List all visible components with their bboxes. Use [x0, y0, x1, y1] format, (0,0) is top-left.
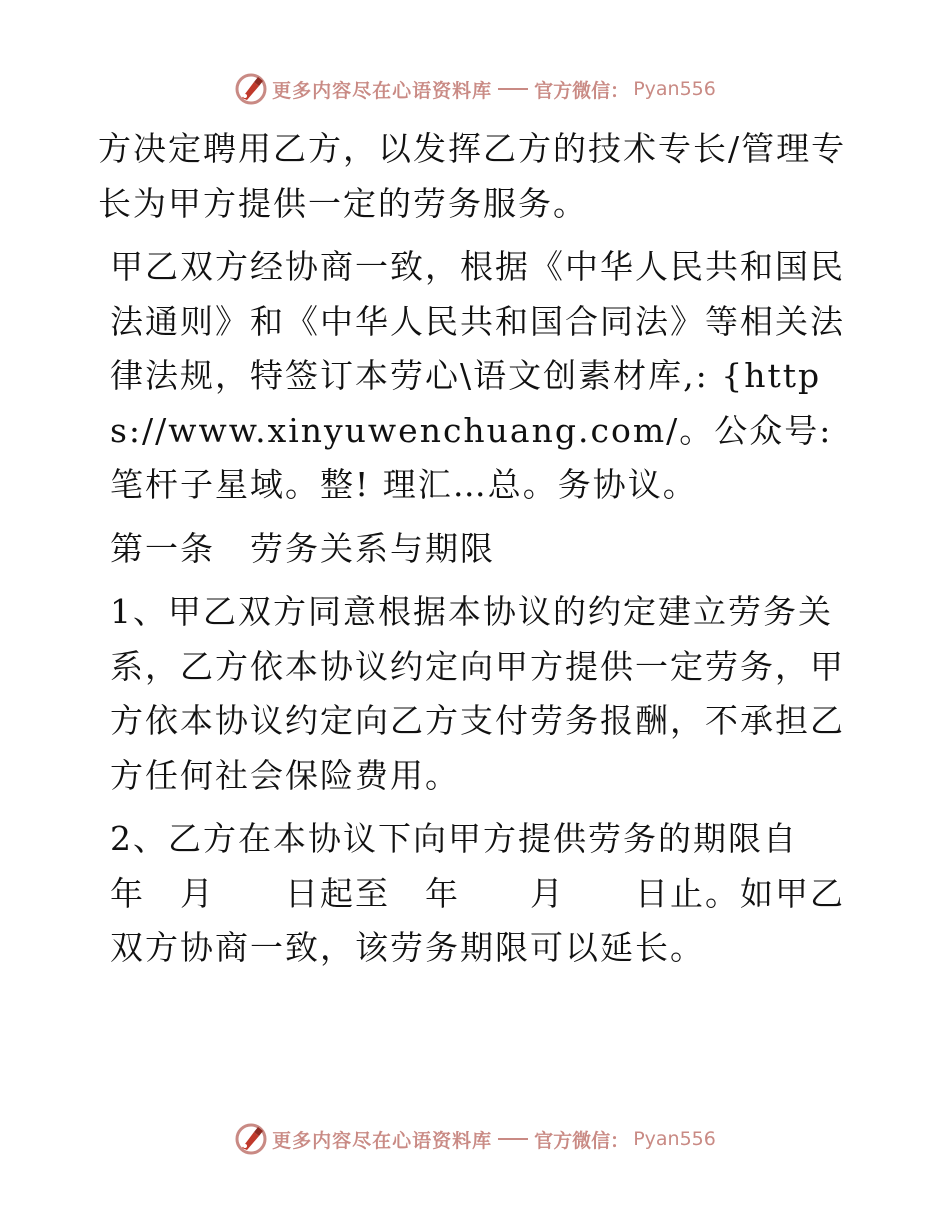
- watermark-header: [0, 72, 950, 106]
- watermark-separator: [498, 88, 528, 90]
- section-heading: 第一条 劳务关系与期限: [110, 528, 495, 568]
- pen-logo-icon: [234, 72, 268, 106]
- paragraph-2: 甲乙双方经协商一致，根据《中华人民共和国民法通则》和《中华人民共和国合同法》等相关法律法规，特签订本劳心\语文创素材库,: {https://www.xinyuwenchuang.com/。公众号: 笔杆子星域。整! 理汇…总。务协议。: [110, 247, 845, 504]
- watermark-separator: [498, 1138, 528, 1140]
- watermark-id-text: Pyan556: [633, 1128, 716, 1150]
- document-body: [98, 122, 858, 985]
- watermark-id-text: Pyan556: [633, 78, 716, 100]
- watermark-main-text: 更多内容尽在心语资料库: [272, 1129, 493, 1152]
- paragraph-1: 方决定聘用乙方，以发挥乙方的技术专长/管理专长为甲方提供一定的劳务服务。: [98, 129, 847, 223]
- watermark-footer: [0, 1122, 950, 1156]
- paragraph-3: 1、甲乙双方同意根据本协议的约定建立劳务关系，乙方依本协议约定向甲方提供一定劳务，甲方依本协议约定向乙方支付劳务报酬，不承担乙方任何社会保险费用。: [110, 592, 845, 795]
- watermark-sub-text: 官方微信：: [534, 79, 630, 102]
- watermark-sub-text: 官方微信：: [534, 1129, 630, 1152]
- pen-logo-icon: [234, 1122, 268, 1156]
- paragraph-4: 2、乙方在本协议下向甲方提供劳务的期限自 年 月 日起至 年 月 日止。如甲乙双方协商一致，该劳务期限可以延长。: [110, 819, 845, 967]
- watermark-main-text: 更多内容尽在心语资料库: [272, 79, 493, 102]
